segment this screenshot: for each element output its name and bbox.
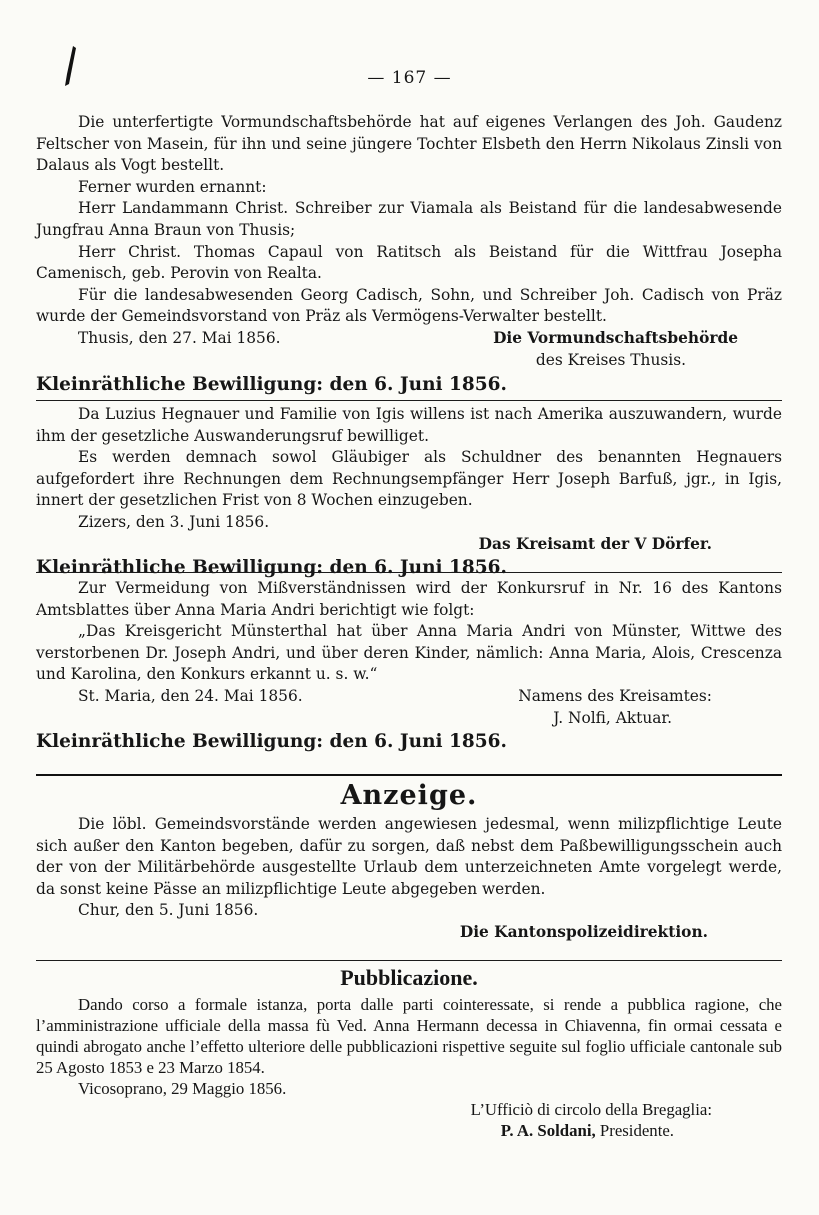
signature: Namens des Kreisamtes: xyxy=(518,686,712,705)
notice-paragraph: Dando corso a formale istanza, porta dalle parti cointeressate, si rende a pubblica ragione, che l’amministrazione ufficiale della massa fù Ved. Anna Hermann decessa in Chiavenna, fin ormai cessata e quindi abrogato anche l’effetto ulteriore delle pubblicazioni rispettive seguite sul foglio ufficiale cantonale sub 25 Agosto 1853 e 23 Marzo 1854. xyxy=(36,995,782,1077)
signature: J. Nolfi, Aktuar. xyxy=(553,708,672,727)
notice-paragraph: Zur Vermeidung von Mißverständnissen wird der Konkursruf in Nr. 16 des Kantons Amtsblattes über Anna Maria Andri berichtigt wie folgt: xyxy=(36,579,782,619)
signature: Das Kreisamt der V Dörfer. xyxy=(478,534,712,553)
notice-paragraph: Es werden demnach sowol Gläubiger als Schuldner des benannten Hegnauers aufgefordert ihre Rechnungen dem Rechnungsempfänger Herr Joseph Barfuß, jgr., in Igis, innert der gesetzlichen Frist von 8 Wochen einzugeben. xyxy=(36,448,782,510)
approval-line: Kleinräthliche Bewilligung: den 6. Juni 1856. xyxy=(36,557,507,579)
place-date: Chur, den 5. Juni 1856. xyxy=(78,901,259,920)
divider xyxy=(36,400,782,401)
section-heading: Anzeige. xyxy=(340,780,478,811)
place-date: St. Maria, den 24. Mai 1856. xyxy=(78,686,303,705)
notice-paragraph: Ferner wurden ernannt: xyxy=(78,177,267,196)
page-number: — 167 — xyxy=(367,68,452,88)
emigration-notice xyxy=(36,404,782,581)
notice-paragraph: Herr Landammann Christ. Schreiber zur Viamala als Beistand für die landesabwesende Jungfrau Anna Braun von Thusis; xyxy=(36,199,782,239)
notice-paragraph: „Das Kreisgericht Münsterthal hat über Anna Maria Andri von Münster, Wittwe des verstorbenen Dr. Joseph Andri, und über deren Kinder, nämlich: Anna Maria, Alois, Crescenza und Karolina, den Konkurs erkannt u. s. w.“ xyxy=(36,622,782,684)
signature-name: P. A. Soldani, xyxy=(500,1121,596,1140)
signature-block xyxy=(36,1120,782,1141)
notice-paragraph: Da Luzius Hegnauer und Familie von Igis willens ist nach Amerika auszuwandern, wurde ihm der gesetzliche Auswanderungsruf bewilliget. xyxy=(36,405,782,445)
approval-line: Kleinräthliche Bewilligung: den 6. Juni 1856. xyxy=(36,731,507,753)
signature: Die Kantonspolizeidirektion. xyxy=(459,922,708,941)
notice-paragraph: Herr Christ. Thomas Capaul von Ratitsch als Beistand für die Wittfrau Josepha Camenisch, geb. Perovin von Realta. xyxy=(36,242,782,283)
anzeige-section xyxy=(36,780,782,944)
guardianship-notice xyxy=(36,112,782,398)
signature-title: Presidente. xyxy=(595,1121,674,1140)
place-date: Thusis, den 27. Mai 1856. xyxy=(78,328,281,347)
bankruptcy-correction-notice xyxy=(36,578,782,755)
signature: Die Vormundschaftsbehörde xyxy=(493,328,738,347)
notice-paragraph: Die unterfertigte Vormundschaftsbehörde hat auf eigenes Verlangen des Joh. Gaudenz Feltscher von Masein, für ihn und seine jüngere Tochter Elsbeth den Herrn Nikolaus Zinsli von Dalaus als Vogt bestellt. xyxy=(36,113,782,175)
divider xyxy=(36,774,782,776)
place-date: Vicosoprano, 29 Maggio 1856. xyxy=(78,1079,287,1098)
signature: L’Ufficiò di circolo della Bregaglia: xyxy=(470,1100,712,1119)
pubblicazione-section xyxy=(36,964,782,1141)
place-date: Zizers, den 3. Juni 1856. xyxy=(78,512,270,531)
section-heading: Pubblicazione. xyxy=(340,965,478,990)
notice-paragraph: Für die landesabwesenden Georg Cadisch, Sohn, und Schreiber Joh. Cadisch von Präz wurde der Gemeindsvorstand von Präz als Vermögens-Verwalter bestellt. xyxy=(36,285,782,326)
divider xyxy=(36,572,782,573)
approval-line: Kleinräthliche Bewilligung: den 6. Juni 1856. xyxy=(36,374,507,396)
signature: des Kreises Thusis. xyxy=(535,350,686,369)
divider xyxy=(36,960,782,961)
notice-paragraph: Die löbl. Gemeindsvorstände werden angewiesen jedesmal, wenn milizpflichtige Leute sich außer den Kanton begeben, dafür zu sorgen, daß nebst dem Paßbewilligungsschein auch der von der Militärbehörde ausgestellte Urlaub dem unterzeichneten Amte vorgelegt werde, da sonst keine Pässe an milizpflichtige Leute abgegeben werden. xyxy=(36,815,782,898)
